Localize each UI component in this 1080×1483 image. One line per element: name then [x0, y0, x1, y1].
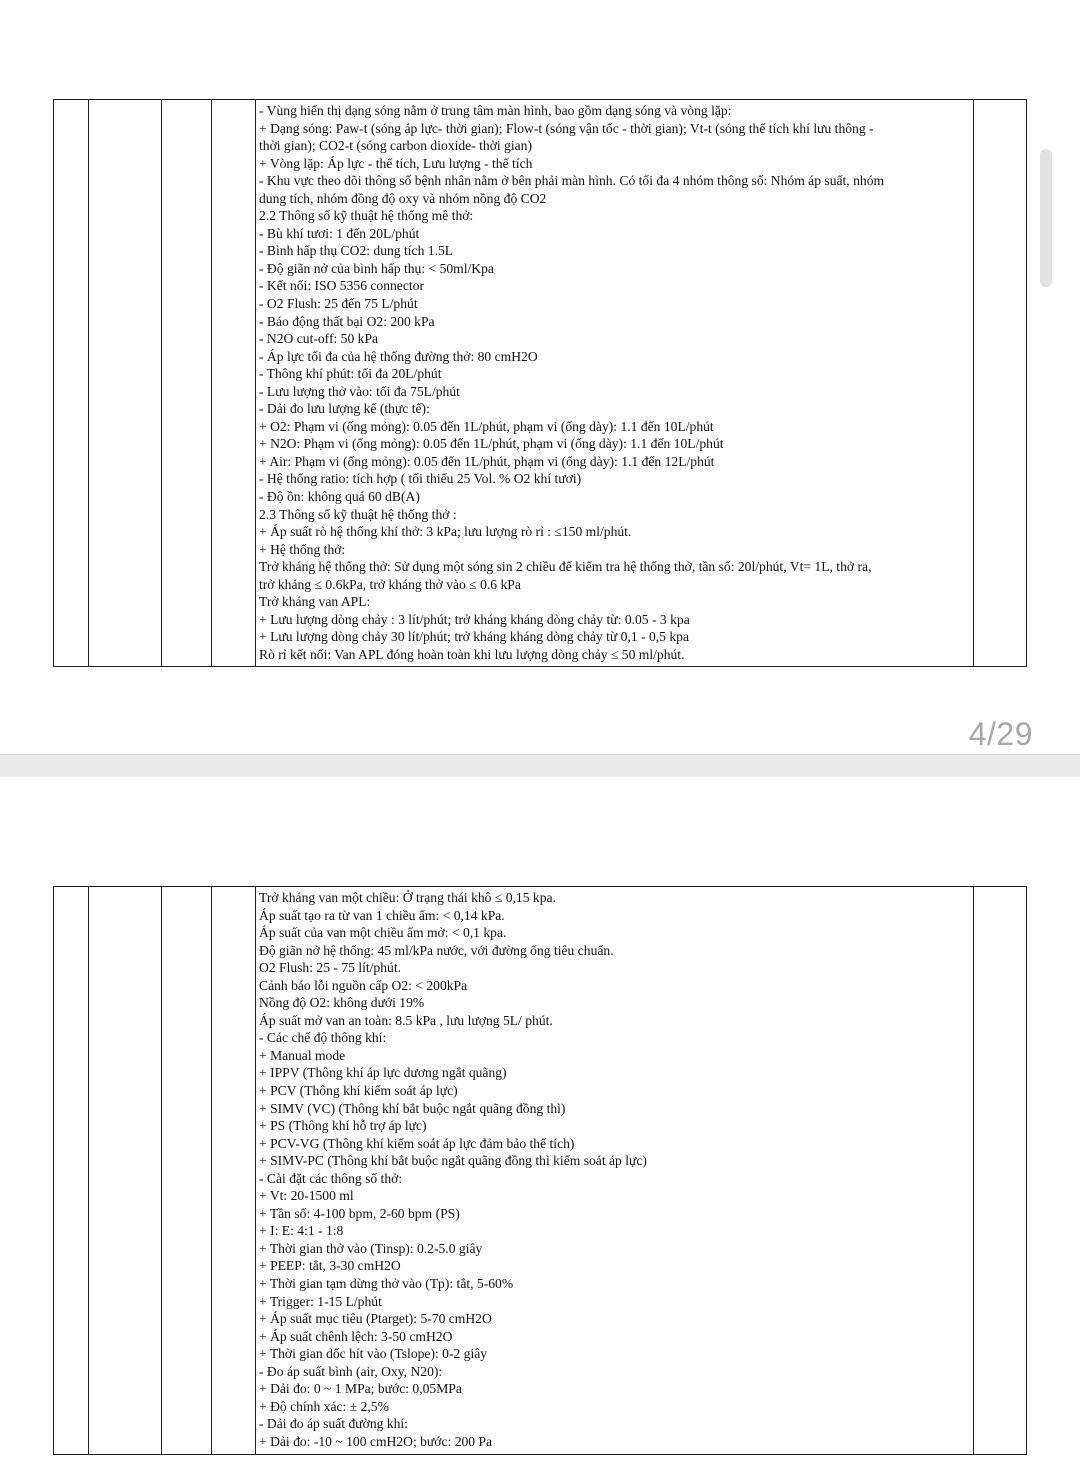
column-divider — [211, 887, 212, 1454]
column-divider — [973, 100, 974, 666]
spec-line: thời gian); CO2-t (sóng carbon dioxide- thời gian) — [259, 138, 532, 154]
spec-line: - N2O cut-off: 50 kPa — [259, 331, 379, 347]
spec-line: - Khu vực theo dõi thông số bệnh nhân nằm ở bên phải màn hình. Có tối đa 4 nhóm thông số: Nhóm áp suất, nhóm — [259, 173, 885, 189]
spec-line: - Hệ thống ratio: tích hợp ( tối thiểu 25 Vol. % O2 khí tươi) — [259, 471, 582, 487]
spec-line: + Trigger: 1-15 L/phút — [259, 1293, 382, 1309]
spec-line: + Thời gian tạm dừng thở vào (Tp): tắt, 5-60% — [259, 1276, 514, 1292]
spec-line: - Bình hấp thụ CO2: dung tích 1.5L — [259, 243, 454, 259]
spec-line: - Kết nối: ISO 5356 connector — [259, 278, 424, 294]
spec-line: 2.3 Thông số kỹ thuật hệ thống thở : — [259, 506, 457, 522]
column-divider — [255, 100, 256, 666]
spec-line: + Thời gian thở vào (Tinsp): 0.2-5.0 giây — [259, 1240, 483, 1256]
spec-line: + Lưu lượng dòng chảy 30 lít/phút; trở kháng kháng dòng chảy từ 0,1 - 0,5 kpa — [259, 629, 689, 645]
spec-line: + Dạng sóng: Paw-t (sóng áp lực- thời gian); Flow-t (sóng vận tốc - thời gian); Vt-t (sóng thể tích khí lưu thông - — [259, 120, 874, 136]
spec-line: + Dải đo: -10 ~ 100 cmH2O; bước: 200 Pa — [259, 1433, 493, 1449]
specification-cell — [259, 102, 971, 664]
spec-line: Áp suất của van một chiều ẩm mở: < 0,1 kpa. — [259, 925, 507, 941]
spec-line: - Độ giãn nở của bình hấp thụ: < 50ml/Kpa — [259, 260, 494, 276]
spec-line: - Đo áp suất bình (air, Oxy, N20): — [259, 1363, 443, 1379]
spec-line: + IPPV (Thông khí áp lực dương ngắt quãng) — [259, 1065, 507, 1081]
spec-line: - Các chế độ thông khí: — [259, 1030, 387, 1046]
spec-line: + I: E: 4:1 - 1:8 — [259, 1223, 344, 1239]
spec-line: + SIMV (VC) (Thông khí bắt buộc ngắt quãng đồng thì) — [259, 1100, 566, 1116]
spec-line: - Lưu lượng thở vào: tối đa 75L/phút — [259, 383, 460, 399]
spec-line: + PCV-VG (Thông khí kiểm soát áp lực đảm bảo thể tích) — [259, 1135, 575, 1151]
spec-line: + Áp suất mục tiêu (Ptarget): 5-70 cmH2O — [259, 1311, 492, 1327]
page-gap — [0, 754, 1080, 777]
spec-line: Độ giãn nở hệ thống: 45 ml/kPa nước, với đường ống tiêu chuẩn. — [259, 942, 614, 958]
spec-line: + PS (Thông khí hỗ trợ áp lực) — [259, 1118, 427, 1134]
spec-line: + Lưu lượng dòng chảy : 3 lít/phút; trở kháng kháng dòng chảy từ: 0.05 - 3 kpa — [259, 611, 690, 627]
column-divider — [88, 100, 89, 666]
column-divider — [161, 100, 162, 666]
spec-line: + Tần số: 4-100 bpm, 2-60 bpm (PS) — [259, 1205, 460, 1221]
column-divider — [211, 100, 212, 666]
spec-line: Áp suất mở van an toàn: 8.5 kPa , lưu lượng 5L/ phút. — [259, 1012, 553, 1028]
spec-line: O2 Flush: 25 - 75 lít/phút. — [259, 960, 401, 976]
spec-line: 2.2 Thông số kỹ thuật hệ thống mê thở: — [259, 208, 474, 224]
spec-line: - Vùng hiển thị dạng sóng nằm ở trung tâm màn hình, bao gồm dạng sóng và vòng lặp: — [259, 103, 732, 118]
spec-line: - O2 Flush: 25 đến 75 L/phút — [259, 296, 418, 312]
spec-table-page-4 — [53, 99, 1027, 667]
specification-cell — [259, 889, 971, 1451]
spec-line: - Bù khí tươi: 1 đến 20L/phút — [259, 225, 420, 241]
page-indicator: 4/29 — [968, 716, 1033, 752]
column-divider — [161, 887, 162, 1454]
spec-line: - Cài đặt các thông số thở: — [259, 1170, 403, 1186]
spec-line: + Manual mode — [259, 1047, 346, 1063]
spec-line: + Vòng lặp: Áp lực - thể tích, Lưu lượng - thể tích — [259, 155, 533, 171]
spec-line: + Áp suất chênh lệch: 3-50 cmH2O — [259, 1328, 453, 1344]
spec-line: + PCV (Thông khí kiểm soát áp lực) — [259, 1083, 458, 1099]
spec-table-page-5 — [53, 886, 1027, 1455]
spec-line: - Báo động thất bại O2: 200 kPa — [259, 313, 435, 329]
spec-line: dung tích, nhóm đồng độ oxy và nhóm nồng độ CO2 — [259, 190, 547, 206]
spec-line: + Áp suất rò hệ thống khí thở: 3 kPa; lưu lượng rò rỉ : ≤150 ml/phút. — [259, 524, 632, 540]
spec-line: + O2: Phạm vi (ống mỏng): 0.05 đến 1L/phút, phạm vi (ống dày): 1.1 đến 10L/phút — [259, 418, 714, 434]
spec-line: - Dải đo lưu lượng kế (thực tế): — [259, 401, 430, 417]
spec-line: + Hệ thống thở: — [259, 541, 346, 557]
spec-line: - Áp lực tối đa của hệ thống đường thở: 80 cmH2O — [259, 348, 538, 364]
spec-line: Nồng độ O2: không dưới 19% — [259, 995, 425, 1011]
spec-line: + Dải đo: 0 ~ 1 MPa; bước: 0,05MPa — [259, 1381, 462, 1397]
spec-line: + Air: Phạm vi (ống mỏng): 0.05 đến 1L/phút, phạm vi (ống dày): 1.1 đến 12L/phút — [259, 453, 715, 469]
spec-line: Trở kháng hệ thống thở: Sử dụng một sóng sin 2 chiều để kiểm tra hệ thống thở, tần số: 20l/phút, Vt= 1L, thở ra, — [259, 559, 872, 575]
spec-line: + N2O: Phạm vi (ống mỏng): 0.05 đến 1L/phút, phạm vi (ống dày): 1.1 đến 10L/phút — [259, 436, 724, 452]
column-divider — [255, 887, 256, 1454]
spec-line: Trở kháng van một chiều: Ở trạng thái khô ≤ 0,15 kpa. — [259, 890, 556, 905]
spec-line: - Thông khí phút: tối đa 20L/phút — [259, 366, 442, 382]
spec-line: + PEEP: tắt, 3-30 cmH2O — [259, 1258, 401, 1274]
column-divider — [88, 887, 89, 1454]
spec-line: - Dải đo áp suất đường khí: — [259, 1416, 408, 1432]
spec-line: + Vt: 20-1500 ml — [259, 1188, 354, 1204]
spec-line: Trở kháng van APL: — [259, 594, 371, 610]
spec-line: - Độ ồn: không quá 60 dB(A) — [259, 489, 420, 505]
spec-line: Rò rỉ kết nối: Van APL đóng hoàn toàn khi lưu lượng dòng chảy ≤ 50 ml/phút. — [259, 646, 685, 662]
column-divider — [973, 887, 974, 1454]
spec-line: + Độ chính xác: ± 2,5% — [259, 1398, 389, 1414]
spec-line: Cảnh báo lỗi nguồn cấp O2: < 200kPa — [259, 977, 468, 993]
page-separator-bar — [0, 712, 1080, 774]
spec-line: + Thời gian dốc hít vào (Tslope): 0-2 giây — [259, 1346, 488, 1362]
spec-line: Áp suất tạo ra từ van 1 chiều ẩm: < 0,14 kPa. — [259, 907, 505, 923]
spec-line: trở kháng ≤ 0.6kPa, trở kháng thở vào ≤ 0.6 kPa — [259, 576, 521, 592]
scrollbar-thumb[interactable] — [1040, 149, 1052, 287]
spec-line: + SIMV-PC (Thông khí bắt buộc ngắt quãng đồng thì kiểm soát áp lực) — [259, 1153, 647, 1169]
